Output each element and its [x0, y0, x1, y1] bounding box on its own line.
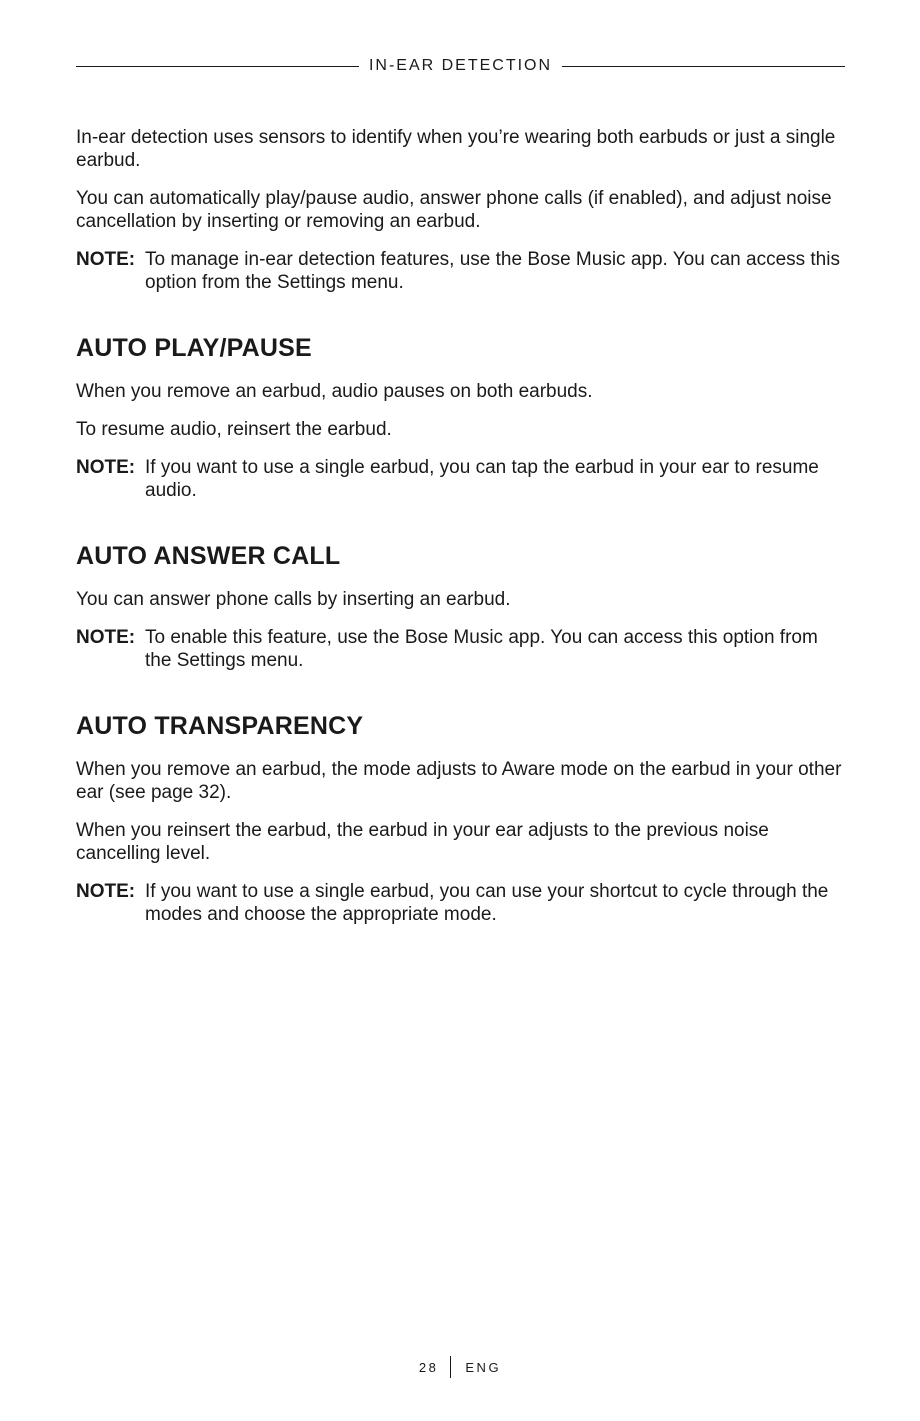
section-heading: AUTO TRANSPARENCY [76, 712, 364, 740]
section-note [76, 880, 846, 926]
intro-section [76, 126, 846, 294]
header-rule-left [76, 66, 359, 67]
note-label: NOTE: [76, 881, 136, 902]
footer-divider [450, 1356, 451, 1378]
note-text: To enable this feature, use the Bose Music app. You can access this option from the Settings menu. [145, 627, 818, 671]
header-title: IN-EAR DETECTION [368, 57, 553, 74]
auto-answer-call-section [76, 542, 846, 672]
note-text: If you want to use a single earbud, you can use your shortcut to cycle through the modes and choose the appropriate mode. [145, 881, 829, 925]
auto-transparency-section [76, 712, 846, 926]
section-note [76, 626, 846, 672]
section-paragraph: When you reinsert the earbud, the earbud in your ear adjusts to the previous noise cancelling level. [76, 820, 769, 864]
note-label: NOTE: [76, 627, 136, 648]
language-code: ENG [465, 1359, 502, 1375]
page-footer [0, 1356, 920, 1378]
section-heading: AUTO PLAY/PAUSE [76, 334, 312, 362]
section-paragraph: To resume audio, reinsert the earbud. [76, 419, 392, 440]
page-number: 28 [418, 1359, 439, 1375]
section-heading: AUTO ANSWER CALL [76, 542, 341, 570]
note-text: If you want to use a single earbud, you can tap the earbud in your ear to resume audio. [145, 457, 819, 501]
page-header [76, 55, 845, 77]
header-rule-right [562, 66, 845, 67]
section-note [76, 456, 846, 502]
intro-paragraph-1: In-ear detection uses sensors to identify when you’re wearing both earbuds or just a single earbud. [76, 127, 836, 171]
auto-play-pause-section [76, 334, 846, 502]
section-paragraph: You can answer phone calls by inserting an earbud. [76, 589, 511, 610]
page-content [76, 126, 846, 926]
section-paragraph: When you remove an earbud, the mode adjusts to Aware mode on the earbud in your other ear (see page 32). [76, 759, 842, 803]
intro-paragraph-2: You can automatically play/pause audio, answer phone calls (if enabled), and adjust noise cancellation by inserting or removing an earbud. [76, 188, 832, 232]
section-paragraph: When you remove an earbud, audio pauses on both earbuds. [76, 381, 593, 402]
note-label: NOTE: [76, 249, 136, 270]
intro-note [76, 248, 846, 294]
note-text: To manage in-ear detection features, use the Bose Music app. You can access this option from the Settings menu. [145, 249, 840, 293]
note-label: NOTE: [76, 457, 136, 478]
